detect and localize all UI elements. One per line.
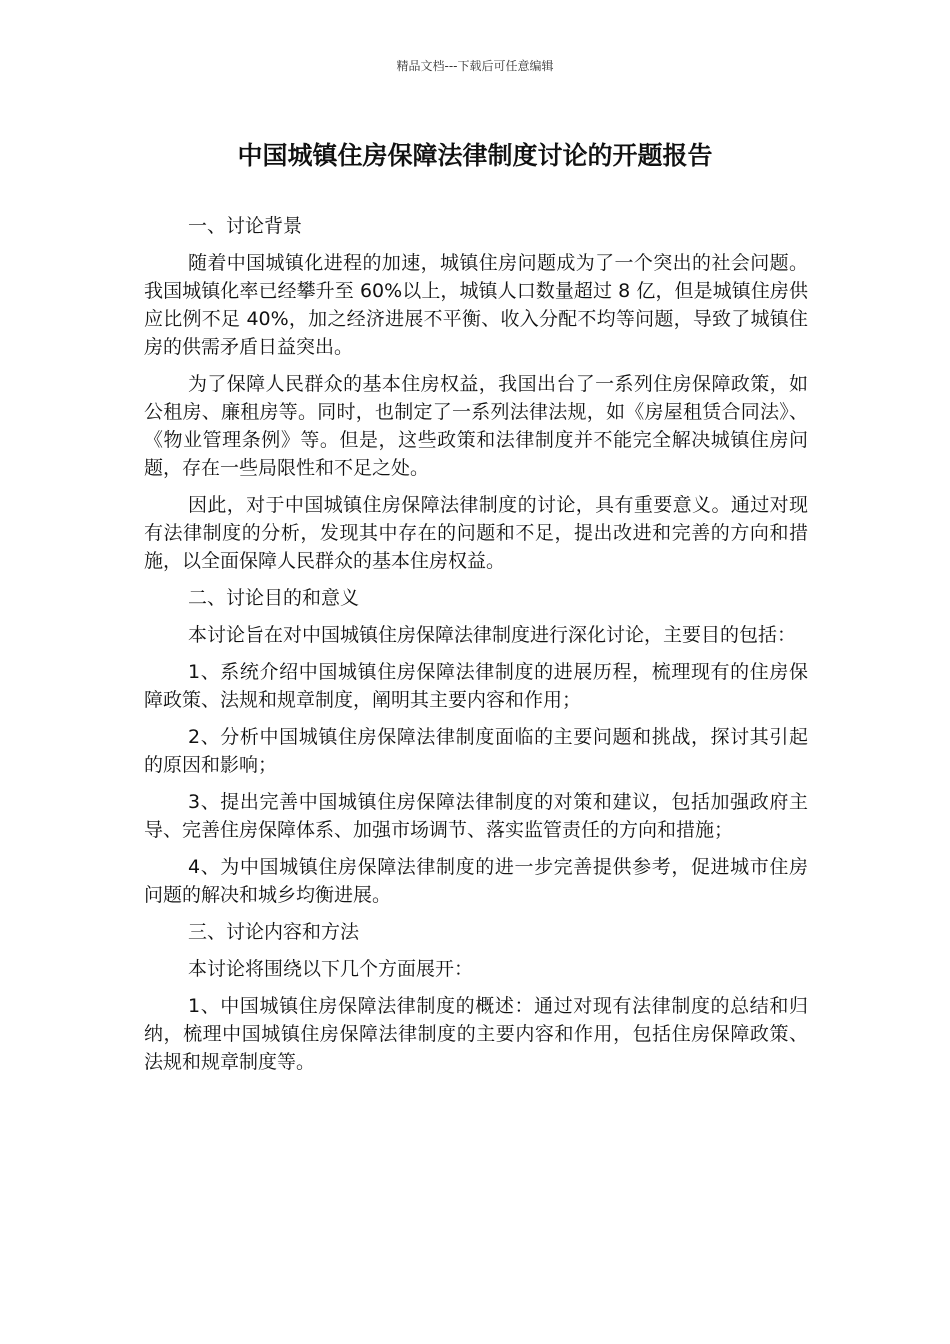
header-note: 精品文档---下载后可任意编辑 (396, 59, 554, 73)
list-item: 4、为中国城镇住房保障法律制度的进一步完善提供参考，促进城市住房问题的解决和城乡均衡进展。 (144, 856, 808, 906)
paragraph: 为了保障人民群众的基本住房权益，我国出台了一系列住房保障政策，如公租房、廉租房等。同时，也制定了一系列法律法规，如《房屋租赁合同法》、《物业管理条例》等。但是，这些政策和法律制度并不能完全解决城镇住房问题，存在一些局限性和不足之处。 (144, 373, 808, 479)
list-item: 1、中国城镇住房保障法律制度的概述：通过对现有法律制度的总结和归纳，梳理中国城镇住房保障法律制度的主要内容和作用，包括住房保障政策、法规和规章制度等。 (144, 995, 808, 1073)
section-heading-background: 一、讨论背景 (188, 215, 303, 237)
list-item: 2、分析中国城镇住房保障法律制度面临的主要问题和挑战，探讨其引起的原因和影响； (144, 726, 808, 776)
document-body (144, 212, 808, 1085)
paragraph: 本讨论将围绕以下几个方面展开： (188, 958, 474, 980)
document-title: 中国城镇住房保障法律制度讨论的开题报告 (237, 141, 713, 170)
section-heading-purpose: 二、讨论目的和意义 (188, 587, 360, 609)
list-item: 3、提出完善中国城镇住房保障法律制度的对策和建议，包括加强政府主导、完善住房保障体系、加强市场调节、落实监管责任的方向和措施； (144, 791, 808, 841)
section-heading-content-method: 三、讨论内容和方法 (188, 921, 360, 943)
paragraph: 本讨论旨在对中国城镇住房保障法律制度进行深化讨论，主要目的包括： (188, 624, 797, 646)
paragraph: 随着中国城镇化进程的加速，城镇住房问题成为了一个突出的社会问题。我国城镇化率已经攀升至 60%以上，城镇人口数量超过 8 亿，但是城镇住房供应比例不足 40%，加之经济进展不平衡、收入分配不均等问题，导致了城镇住房的供需矛盾日益突出。 (144, 252, 808, 358)
list-item: 1、系统介绍中国城镇住房保障法律制度的进展历程，梳理现有的住房保障政策、法规和规章制度，阐明其主要内容和作用； (144, 661, 808, 711)
paragraph: 因此，对于中国城镇住房保障法律制度的讨论，具有重要意义。通过对现有法律制度的分析，发现其中存在的问题和不足，提出改进和完善的方向和措施，以全面保障人民群众的基本住房权益。 (144, 494, 808, 572)
